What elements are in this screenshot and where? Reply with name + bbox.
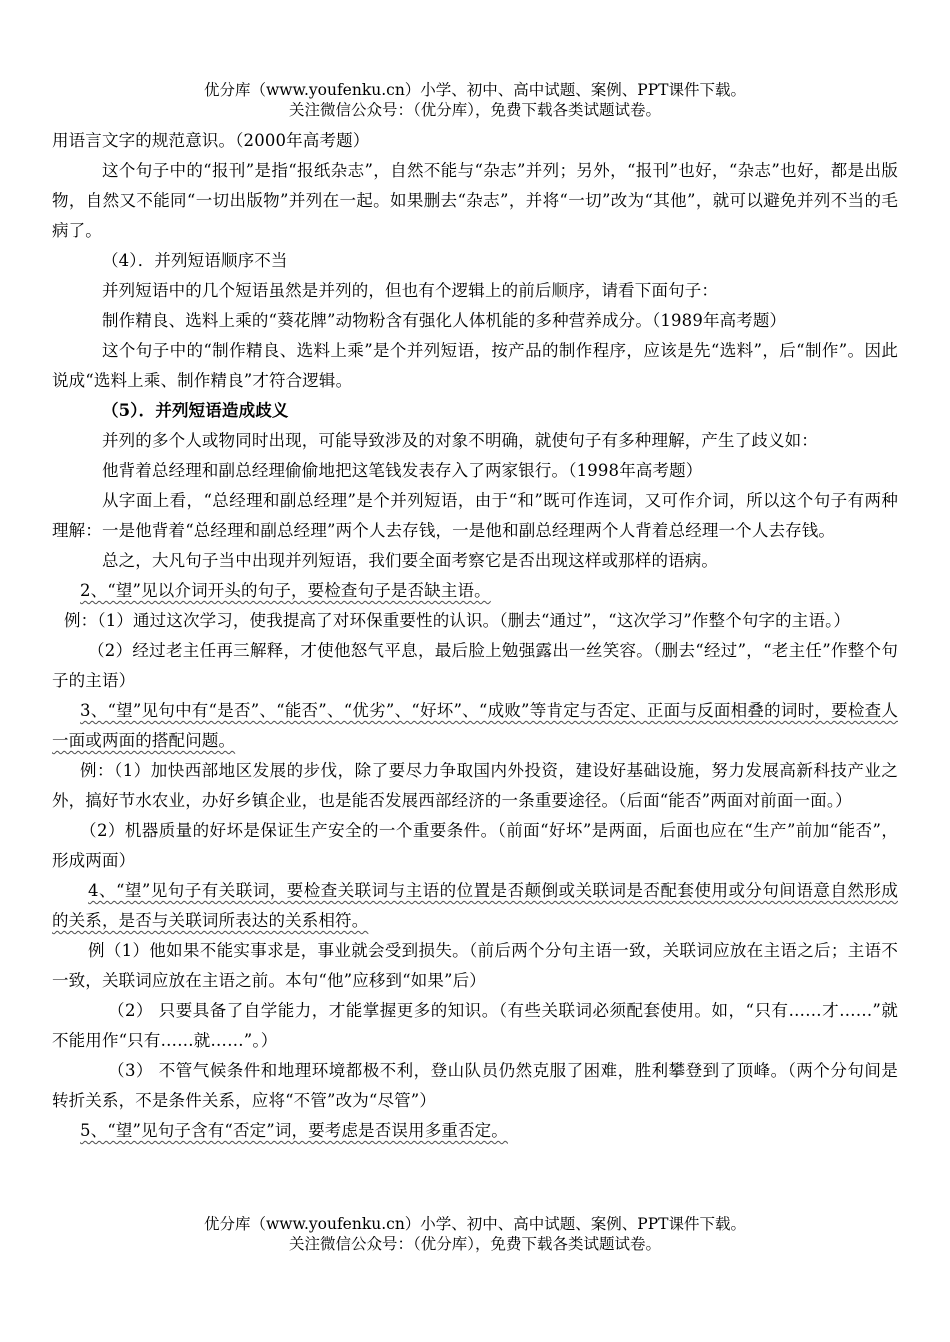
page-header [0, 80, 950, 120]
paragraph: 用语言文字的规范意识。（2000年高考题） [52, 131, 370, 150]
paragraph: 并列短语中的几个短语虽然是并列的，但也有个逻辑上的前后顺序，请看下面句子： [102, 281, 719, 300]
example-sentence: 例：（1）通过这次学习，使我提高了对环保重要性的认识。（删去“通过”，“这次学习”作整个句字的主语。） [64, 611, 851, 630]
example-sentence: 他背着总经理和副总经理偷偷地把这笔钱发表存入了两家银行。（1998年高考题） [102, 461, 703, 480]
paragraph: 这个句子中的“制作精良、选料上乘”是个并列短语，按产品的制作程序，应该是先“选料”，后“制作”。因此说成“选料上乘、制作精良”才符合逻辑。 [52, 341, 898, 390]
document-body [52, 126, 898, 1146]
example-sentence: 例（1）他如果不能实事求是，事业就会受到损失。（前后两个分句主语一致，关联词应放在主语之后；主语不一致，关联词应放在主语之前。本句“他”应移到“如果”后） [52, 941, 898, 990]
rule-text: 4、“望”见句子有关联词，要检查关联词与主语的位置是否颠倒或关联词是否配套使用或分句间语意自然形成的关系，是否与关联词所表达的关系相符。 [52, 881, 898, 930]
paragraph: 从字面上看，“总经理和副总经理”是个并列短语，由于“和”既可作连词，又可作介词，所以这个句子有两种理解：一是他背着“总经理和副总经理”两个人去存钱，一是他和副总经理两个人背着总经理一个人去存钱。 [52, 491, 898, 540]
rule-text: 5、“望”见句子含有“否定”词，要考虑是否误用多重否定。 [80, 1121, 508, 1140]
example-sentence: （2）经过老主任再三解释，才使他怒气平息，最后脸上勉强露出一丝笑容。（删去“经过”，“老主任”作整个句子的主语） [52, 641, 898, 690]
example-sentence: （3） 不管气候条件和地理环境都极不利，登山队员仍然克服了困难，胜利攀登到了顶峰。（两个分句间是转折关系，不是条件关系，应将“不管”改为“尽管”） [52, 1061, 898, 1110]
section-heading-4: （4）．并列短语顺序不当 [102, 251, 288, 270]
example-sentence: （2）机器质量的好坏是保证生产安全的一个重要条件。（前面“好坏”是两面，后面也应在“生产”前加“能否”，形成两面） [52, 821, 898, 870]
section-heading-5: （5）．并列短语造成歧义 [102, 401, 289, 420]
page-footer [0, 1214, 950, 1254]
example-sentence: 例：（1）加快西部地区发展的步伐，除了要尽力争取国内外投资，建设好基础设施，努力发展高新科技产业之外，搞好节水农业，办好乡镇企业，也是能否发展西部经济的一条重要途径。（后面“能否”两面对前面一面。） [52, 761, 898, 810]
rule-heading-3 [52, 696, 898, 756]
rule-text: 3、“望”见句中有“是否”、“能否”、“优劣”、“好坏”、“成败”等肯定与否定、正面与反面相叠的词时，要检查人一面或两面的搭配问题。 [52, 701, 898, 750]
example-sentence: （2） 只要具备了自学能力，才能掌握更多的知识。（有些关联词必须配套使用。如，“只有……才……”就不能用作“只有……就……”。） [52, 1001, 898, 1050]
header-line-2: 关注微信公众号：（优分库），免费下载各类试题试卷。 [288, 101, 661, 119]
rule-text: 2、“望”见以介词开头的句子，要检查句子是否缺主语。 [80, 581, 491, 600]
example-sentence: 制作精良、选料上乘的“葵花牌”动物粉含有强化人体机能的多种营养成分。（1989年高考题） [102, 311, 787, 330]
footer-line-2: 关注微信公众号：（优分库），免费下载各类试题试卷。 [288, 1235, 661, 1253]
footer-line-1: 优分库（www.youfenku.cn）小学、初中、高中试题、案例、PPT课件下载。 [203, 1215, 747, 1233]
rule-heading-5 [52, 1116, 898, 1146]
paragraph: 总之，大凡句子当中出现并列短语，我们要全面考察它是否出现这样或那样的语病。 [102, 551, 719, 570]
paragraph: 这个句子中的“报刊”是指“报纸杂志”，自然不能与“杂志”并列；另外，“报刊”也好，“杂志”也好，都是出版物，自然又不能同“一切出版物”并列在一起。如果删去“杂志”，并将“一切”改为“其他”，就可以避免并列不当的毛病了。 [52, 161, 898, 240]
rule-heading-4 [52, 876, 898, 936]
paragraph: 并列的多个人或物同时出现，可能导致涉及的对象不明确，就使句子有多种理解，产生了歧义如： [102, 431, 818, 450]
header-line-1: 优分库（www.youfenku.cn）小学、初中、高中试题、案例、PPT课件下载。 [203, 81, 747, 99]
rule-heading-2 [52, 576, 898, 606]
